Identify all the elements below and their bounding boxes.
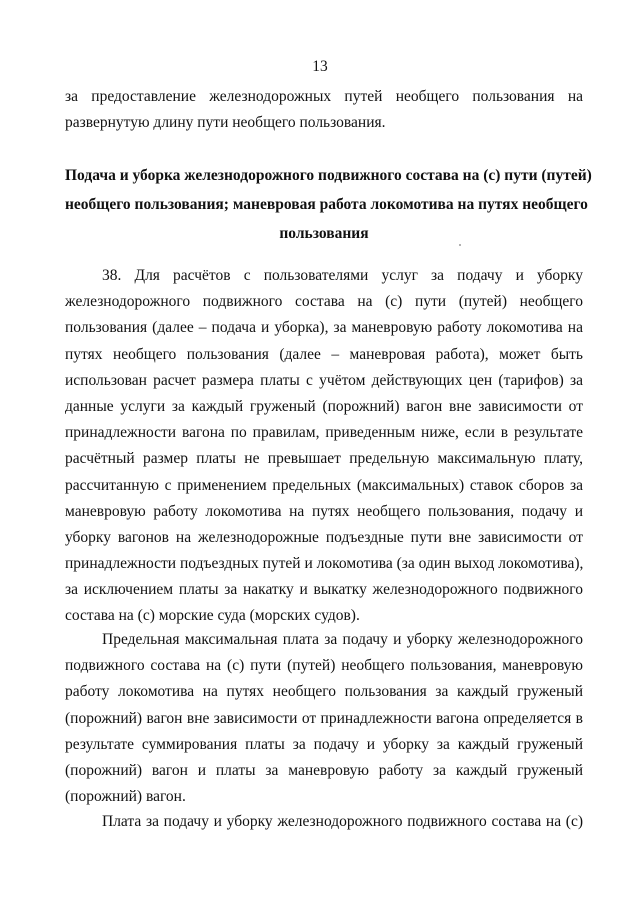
text-line: (порожний) вагон. bbox=[65, 788, 186, 806]
text-line: данные услуги за каждый груженый (порожний) вагон вне зависимости от bbox=[65, 397, 583, 415]
text-line: пользования (далее – подача и уборка), за маневровую работу локомотива на bbox=[65, 319, 583, 337]
text-line: 38. Для расчётов с пользователями услуг за подачу и уборку bbox=[102, 267, 583, 284]
text-line: рассчитанную с применением предельных (максимальных) ставок сборов за bbox=[65, 476, 583, 494]
scan-speck bbox=[459, 244, 461, 246]
text-line: (порожний) вагон и платы за маневровую работу за каждый груженый bbox=[65, 761, 583, 779]
text-line: Плата за подачу и уборку железнодорожного подвижного состава на (с) bbox=[102, 813, 583, 830]
text-line: результате суммирования платы за подачу и уборку за каждый груженый bbox=[65, 735, 583, 753]
text-line: путях необщего пользования (далее – маневровая работа), может быть bbox=[65, 345, 583, 363]
paragraph-fee bbox=[65, 809, 583, 835]
text-line: маневровую работу локомотива на путях необщего пользования, подачу и bbox=[65, 502, 583, 520]
text-line: использован расчет размера платы с учётом действующих цен (тарифов) за bbox=[65, 371, 583, 389]
paragraph-38 bbox=[65, 263, 583, 630]
text-line: расчётный размер платы не превышает предельную максимальную плату, bbox=[65, 450, 583, 468]
text-line: за исключением платы за накатку и выкатку железнодорожного подвижного bbox=[65, 581, 583, 599]
heading-line: пользования bbox=[279, 225, 369, 242]
text-line: железнодорожного подвижного состава на (с) пути (путей) необщего bbox=[65, 293, 583, 311]
text-line: уборку вагонов на железнодорожные подъездные пути вне зависимости от bbox=[65, 528, 583, 546]
heading-line: Подача и уборка железнодорожного подвижного состава на (с) пути (путей) bbox=[65, 167, 592, 184]
intro-paragraph bbox=[65, 84, 583, 136]
text-line: состава на (с) морские суда (морских судов). bbox=[65, 607, 360, 625]
page-number: 13 bbox=[312, 58, 328, 75]
text-line: подвижного состава на (с) пути (путей) необщего пользования, маневровую bbox=[65, 657, 583, 675]
text-line: работу локомотива на путях необщего пользования за каждый груженый bbox=[65, 683, 583, 701]
text-line: Предельная максимальная плата за подачу и уборку железнодорожного bbox=[102, 631, 583, 648]
text-line: развернутую длину пути необщего пользования. bbox=[65, 114, 386, 132]
section-heading bbox=[65, 161, 592, 248]
paragraph-limit bbox=[65, 627, 583, 810]
text-line: принадлежности вагона по правилам, приведенным ниже, если в результате bbox=[65, 424, 583, 442]
text-line: принадлежности подъездных путей и локомотива (за один выход локомотива), bbox=[65, 555, 584, 573]
heading-line: необщего пользования; маневровая работа локомотива на путях необщего bbox=[65, 196, 588, 213]
text-line: (порожний) вагон вне зависимости от принадлежности вагона определяется в bbox=[65, 709, 583, 727]
text-line: за предоставление железнодорожных путей необщего пользования на bbox=[65, 88, 583, 105]
